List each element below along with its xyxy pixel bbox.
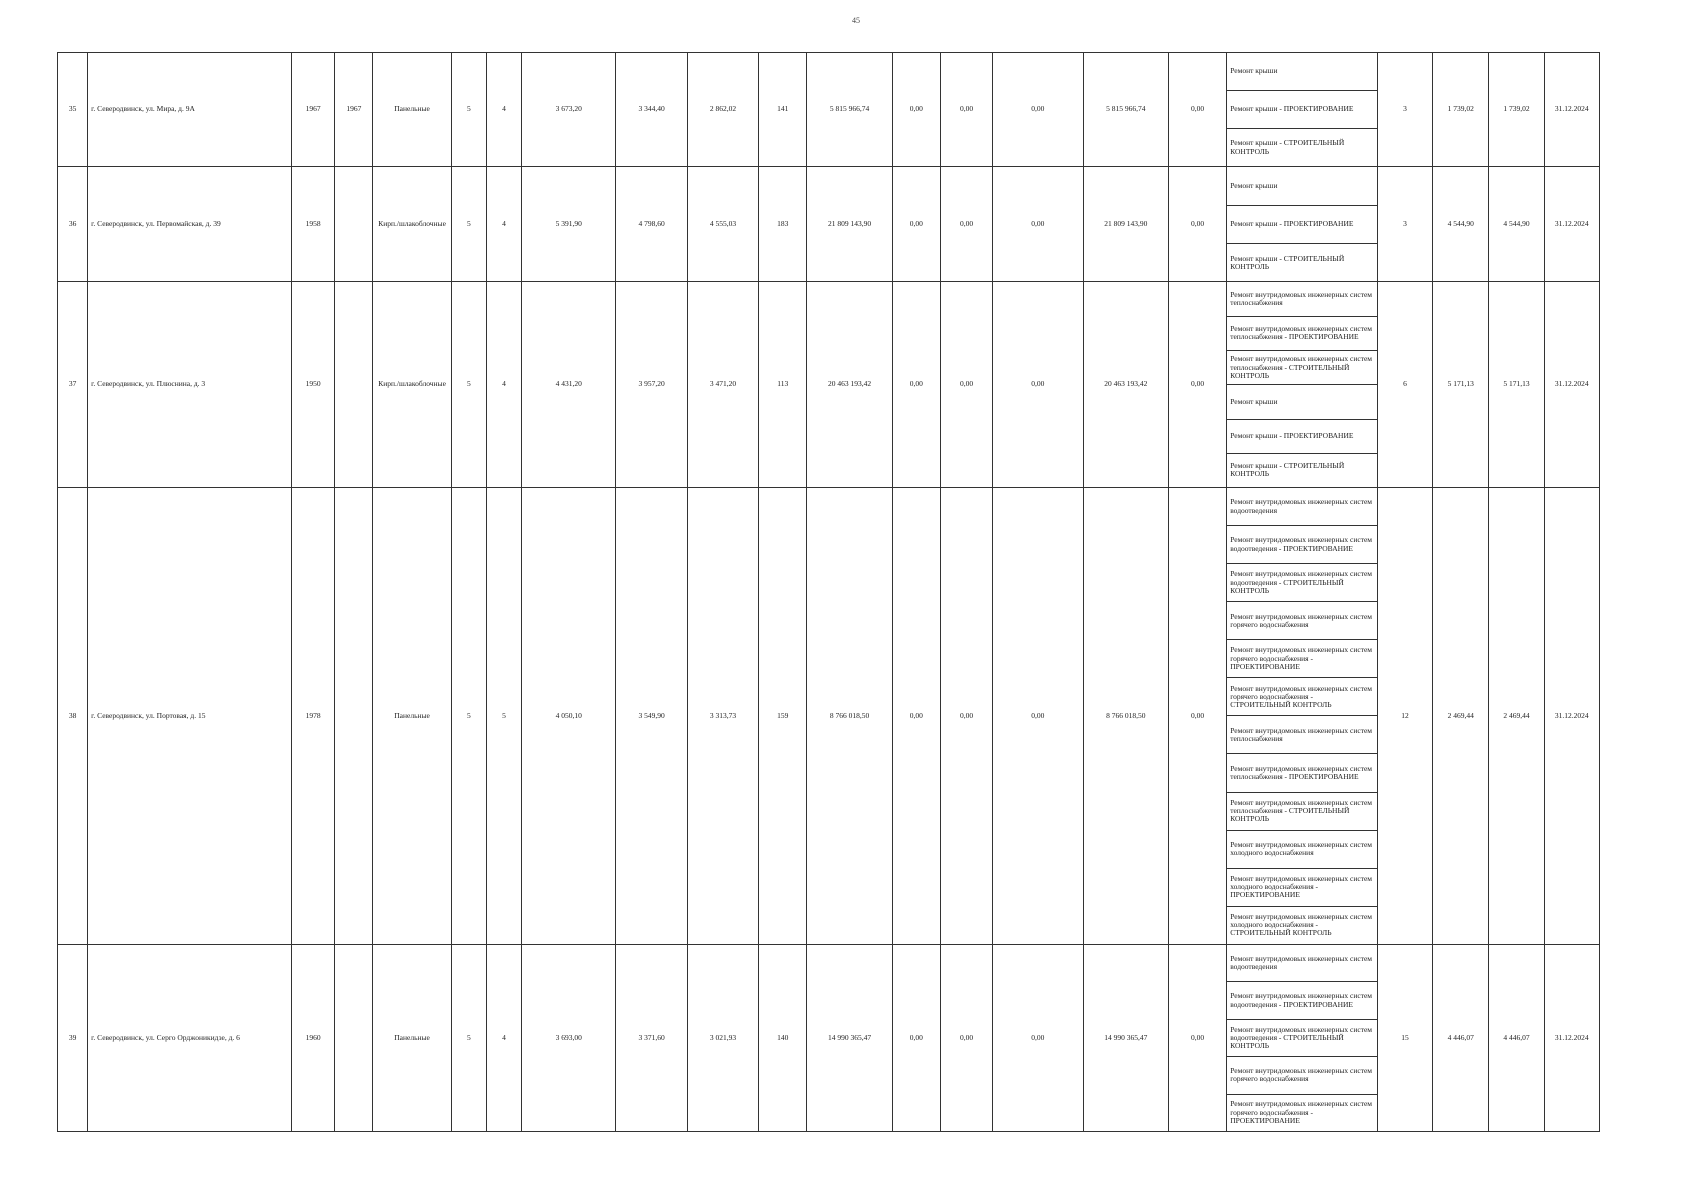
work-item: Ремонт крыши - СТРОИТЕЛЬНЫЙ КОНТРОЛЬ [1230, 138, 1345, 156]
work-item: Ремонт внутридомовых инженерных систем водоотведения [1227, 945, 1377, 982]
work-item: Ремонт внутридомовых инженерных систем теплоснабжения - СТРОИТЕЛЬНЫЙ КОНТРОЛЬ [1227, 793, 1377, 831]
area-residential-cell: 2 862,02 [687, 53, 758, 167]
works-count-cell: 3 [1377, 53, 1432, 167]
deadline-cell: 31.12.2024 [1544, 167, 1599, 282]
area-total-cell: 5 391,90 [522, 167, 616, 282]
deadline-cell: 31.12.2024 [1544, 944, 1599, 1131]
cost-owners-cell: 21 809 143,90 [1083, 167, 1168, 282]
cost-local-cell: 0,00 [993, 488, 1083, 945]
area-residential-cell: 3 471,20 [687, 282, 758, 488]
area-premises-cell: 4 798,60 [616, 167, 687, 282]
wall-material-cell: Панельные [373, 488, 451, 945]
works-list [1227, 944, 1378, 1131]
cost-regional-cell: 0,00 [940, 53, 992, 167]
row-number: 37 [58, 282, 88, 488]
residents-cell: 141 [759, 53, 807, 167]
residents-cell: 113 [759, 282, 807, 488]
cost-federal-cell: 0,00 [892, 488, 940, 945]
floors-cell: 5 [451, 488, 486, 945]
cost-local-cell: 0,00 [993, 944, 1083, 1131]
work-item: Ремонт внутридомовых инженерных систем горячего водоснабжения [1227, 1057, 1377, 1094]
deadline-cell: 31.12.2024 [1544, 53, 1599, 167]
deadline-cell: 31.12.2024 [1544, 488, 1599, 945]
cost-owners-cell: 5 815 966,74 [1083, 53, 1168, 167]
cost-owners-cell: 20 463 193,42 [1083, 282, 1168, 488]
work-item: Ремонт крыши - СТРОИТЕЛЬНЫЙ КОНТРОЛЬ [1230, 253, 1345, 271]
cost-local-cell: 0,00 [993, 53, 1083, 167]
residents-cell: 159 [759, 488, 807, 945]
area-total-cell: 3 693,00 [522, 944, 616, 1131]
works-list [1227, 282, 1377, 487]
cost-federal-cell: 0,00 [892, 167, 940, 282]
cost-other-cell: 0,00 [1168, 167, 1226, 282]
work-item: Ремонт внутридомовых инженерных систем горячего водоснабжения - ПРОЕКТИРОВАНИЕ [1227, 640, 1377, 678]
unit-cost-max-cell: 5 171,13 [1489, 282, 1544, 488]
deadline-cell: 31.12.2024 [1544, 282, 1599, 488]
works-count-cell: 12 [1377, 488, 1432, 945]
cost-federal-cell: 0,00 [892, 944, 940, 1131]
work-item: Ремонт внутридомовых инженерных систем холодного водоснабжения - ПРОЕКТИРОВАНИЕ [1227, 869, 1377, 907]
work-item: Ремонт внутридомовых инженерных систем горячего водоснабжения - СТРОИТЕЛЬНЫЙ КОНТРОЛЬ [1227, 678, 1377, 716]
cost-local-cell: 0,00 [993, 167, 1083, 282]
works-list [1227, 945, 1377, 1131]
residents-cell: 183 [759, 167, 807, 282]
work-item: Ремонт внутридомовых инженерных систем водоотведения [1227, 488, 1377, 526]
works-list [1227, 53, 1378, 167]
works-list [1227, 488, 1377, 944]
address-cell: г. Северодвинск, ул. Мира, д. 9А [88, 53, 292, 167]
work-item: Ремонт внутридомовых инженерных систем водоотведения - СТРОИТЕЛЬНЫЙ КОНТРОЛЬ [1227, 1020, 1377, 1057]
unit-cost-cell: 2 469,44 [1433, 488, 1489, 945]
area-residential-cell: 3 021,93 [687, 944, 758, 1131]
cost-total-cell: 5 815 966,74 [807, 53, 892, 167]
works-count-cell: 3 [1377, 167, 1432, 282]
unit-cost-cell: 4 544,90 [1433, 167, 1489, 282]
entrances-cell: 4 [486, 944, 521, 1131]
entrances-cell: 4 [486, 53, 521, 167]
area-premises-cell: 3 371,60 [616, 944, 687, 1131]
work-item: Ремонт внутридомовых инженерных систем водоотведения - ПРОЕКТИРОВАНИЕ [1227, 526, 1377, 564]
cost-total-cell: 8 766 018,50 [807, 488, 892, 945]
repair-program-table [57, 52, 1600, 1132]
work-item: Ремонт крыши - ПРОЕКТИРОВАНИЕ [1227, 206, 1377, 244]
table-row [58, 944, 1600, 1131]
row-number: 39 [58, 944, 88, 1131]
wall-material-cell: Панельные [373, 944, 451, 1131]
cost-federal-cell: 0,00 [892, 53, 940, 167]
unit-cost-max-cell: 2 469,44 [1489, 488, 1544, 945]
works-list [1227, 488, 1378, 945]
area-premises-cell: 3 344,40 [616, 53, 687, 167]
cost-other-cell: 0,00 [1168, 282, 1226, 488]
area-premises-cell: 3 957,20 [616, 282, 687, 488]
work-item: Ремонт внутридомовых инженерных систем теплоснабжения [1227, 282, 1377, 316]
cost-federal-cell: 0,00 [892, 282, 940, 488]
page-number: 45 [852, 16, 860, 25]
entrances-cell: 4 [486, 282, 521, 488]
cost-other-cell: 0,00 [1168, 944, 1226, 1131]
floors-cell: 5 [451, 53, 486, 167]
row-number: 36 [58, 167, 88, 282]
year-built-cell: 1950 [292, 282, 335, 488]
cost-total-cell: 21 809 143,90 [807, 167, 892, 282]
work-item: Ремонт крыши [1227, 53, 1377, 91]
table-row [58, 488, 1600, 945]
cost-regional-cell: 0,00 [940, 167, 992, 282]
work-item: Ремонт внутридомовых инженерных систем водоотведения - ПРОЕКТИРОВАНИЕ [1227, 982, 1377, 1019]
table-row [58, 282, 1600, 488]
area-total-cell: 3 673,20 [522, 53, 616, 167]
work-item: Ремонт крыши [1227, 167, 1377, 205]
year-built-cell: 1978 [292, 488, 335, 945]
work-item: Ремонт внутридомовых инженерных систем холодного водоснабжения - СТРОИТЕЛЬНЫЙ КОНТРОЛЬ [1230, 911, 1373, 938]
floors-cell: 5 [451, 944, 486, 1131]
unit-cost-cell: 1 739,02 [1433, 53, 1489, 167]
address-cell: г. Северодвинск, ул. Первомайская, д. 39 [88, 167, 292, 282]
cost-regional-cell: 0,00 [940, 488, 992, 945]
cost-total-cell: 14 990 365,47 [807, 944, 892, 1131]
address-cell: г. Северодвинск, ул. Плюснина, д. 3 [88, 282, 292, 488]
works-count-cell: 15 [1377, 944, 1432, 1131]
work-item: Ремонт крыши - ПРОЕКТИРОВАНИЕ [1227, 91, 1377, 129]
table-row [58, 167, 1600, 282]
unit-cost-cell: 4 446,07 [1433, 944, 1489, 1131]
works-list [1227, 282, 1378, 488]
area-residential-cell: 3 313,73 [687, 488, 758, 945]
work-item: Ремонт крыши - ПРОЕКТИРОВАНИЕ [1227, 420, 1377, 454]
row-number: 35 [58, 53, 88, 167]
entrances-cell: 5 [486, 488, 521, 945]
work-item: Ремонт внутридомовых инженерных систем теплоснабжения - СТРОИТЕЛЬНЫЙ КОНТРОЛЬ [1227, 351, 1377, 385]
table-row [58, 53, 1600, 167]
year-built-cell: 1960 [292, 944, 335, 1131]
unit-cost-max-cell: 4 544,90 [1489, 167, 1544, 282]
year-reconstruction-cell: 1967 [335, 53, 373, 167]
work-item: Ремонт внутридомовых инженерных систем водоотведения - СТРОИТЕЛЬНЫЙ КОНТРОЛЬ [1227, 564, 1377, 602]
cost-regional-cell: 0,00 [940, 282, 992, 488]
work-item: Ремонт внутридомовых инженерных систем теплоснабжения - ПРОЕКТИРОВАНИЕ [1227, 754, 1377, 792]
address-cell: г. Северодвинск, ул. Серго Орджоникидзе, д. 6 [88, 944, 292, 1131]
area-total-cell: 4 050,10 [522, 488, 616, 945]
work-item: Ремонт внутридомовых инженерных систем теплоснабжения - ПРОЕКТИРОВАНИЕ [1227, 317, 1377, 351]
cost-other-cell: 0,00 [1168, 488, 1226, 945]
address-cell: г. Северодвинск, ул. Портовая, д. 15 [88, 488, 292, 945]
area-total-cell: 4 431,20 [522, 282, 616, 488]
cost-owners-cell: 8 766 018,50 [1083, 488, 1168, 945]
residents-cell: 140 [759, 944, 807, 1131]
wall-material-cell: Кирп./шлакоблочные [373, 282, 451, 488]
floors-cell: 5 [451, 282, 486, 488]
cost-local-cell: 0,00 [993, 282, 1083, 488]
works-list [1227, 167, 1377, 281]
unit-cost-max-cell: 4 446,07 [1489, 944, 1544, 1131]
wall-material-cell: Кирп./шлакоблочные [373, 167, 451, 282]
entrances-cell: 4 [486, 167, 521, 282]
cost-other-cell: 0,00 [1168, 53, 1226, 167]
year-built-cell: 1967 [292, 53, 335, 167]
work-item: Ремонт крыши - СТРОИТЕЛЬНЫЙ КОНТРОЛЬ [1230, 461, 1345, 479]
work-item: Ремонт внутридомовых инженерных систем горячего водоснабжения [1227, 602, 1377, 640]
work-item: Ремонт внутридомовых инженерных систем теплоснабжения [1227, 716, 1377, 754]
year-built-cell: 1958 [292, 167, 335, 282]
area-premises-cell: 3 549,90 [616, 488, 687, 945]
cost-total-cell: 20 463 193,42 [807, 282, 892, 488]
wall-material-cell: Панельные [373, 53, 451, 167]
work-item: Ремонт внутридомовых инженерных систем горячего водоснабжения - ПРОЕКТИРОВАНИЕ [1230, 1099, 1373, 1125]
year-reconstruction-cell [335, 944, 373, 1131]
cost-owners-cell: 14 990 365,47 [1083, 944, 1168, 1131]
unit-cost-max-cell: 1 739,02 [1489, 53, 1544, 167]
floors-cell: 5 [451, 167, 486, 282]
work-item: Ремонт крыши [1227, 385, 1377, 419]
year-reconstruction-cell [335, 282, 373, 488]
works-list [1227, 167, 1378, 282]
row-number: 38 [58, 488, 88, 945]
year-reconstruction-cell [335, 488, 373, 945]
works-count-cell: 6 [1377, 282, 1432, 488]
works-list [1227, 53, 1377, 166]
area-residential-cell: 4 555,03 [687, 167, 758, 282]
cost-regional-cell: 0,00 [940, 944, 992, 1131]
work-item: Ремонт внутридомовых инженерных систем холодного водоснабжения [1227, 831, 1377, 869]
year-reconstruction-cell [335, 167, 373, 282]
unit-cost-cell: 5 171,13 [1433, 282, 1489, 488]
